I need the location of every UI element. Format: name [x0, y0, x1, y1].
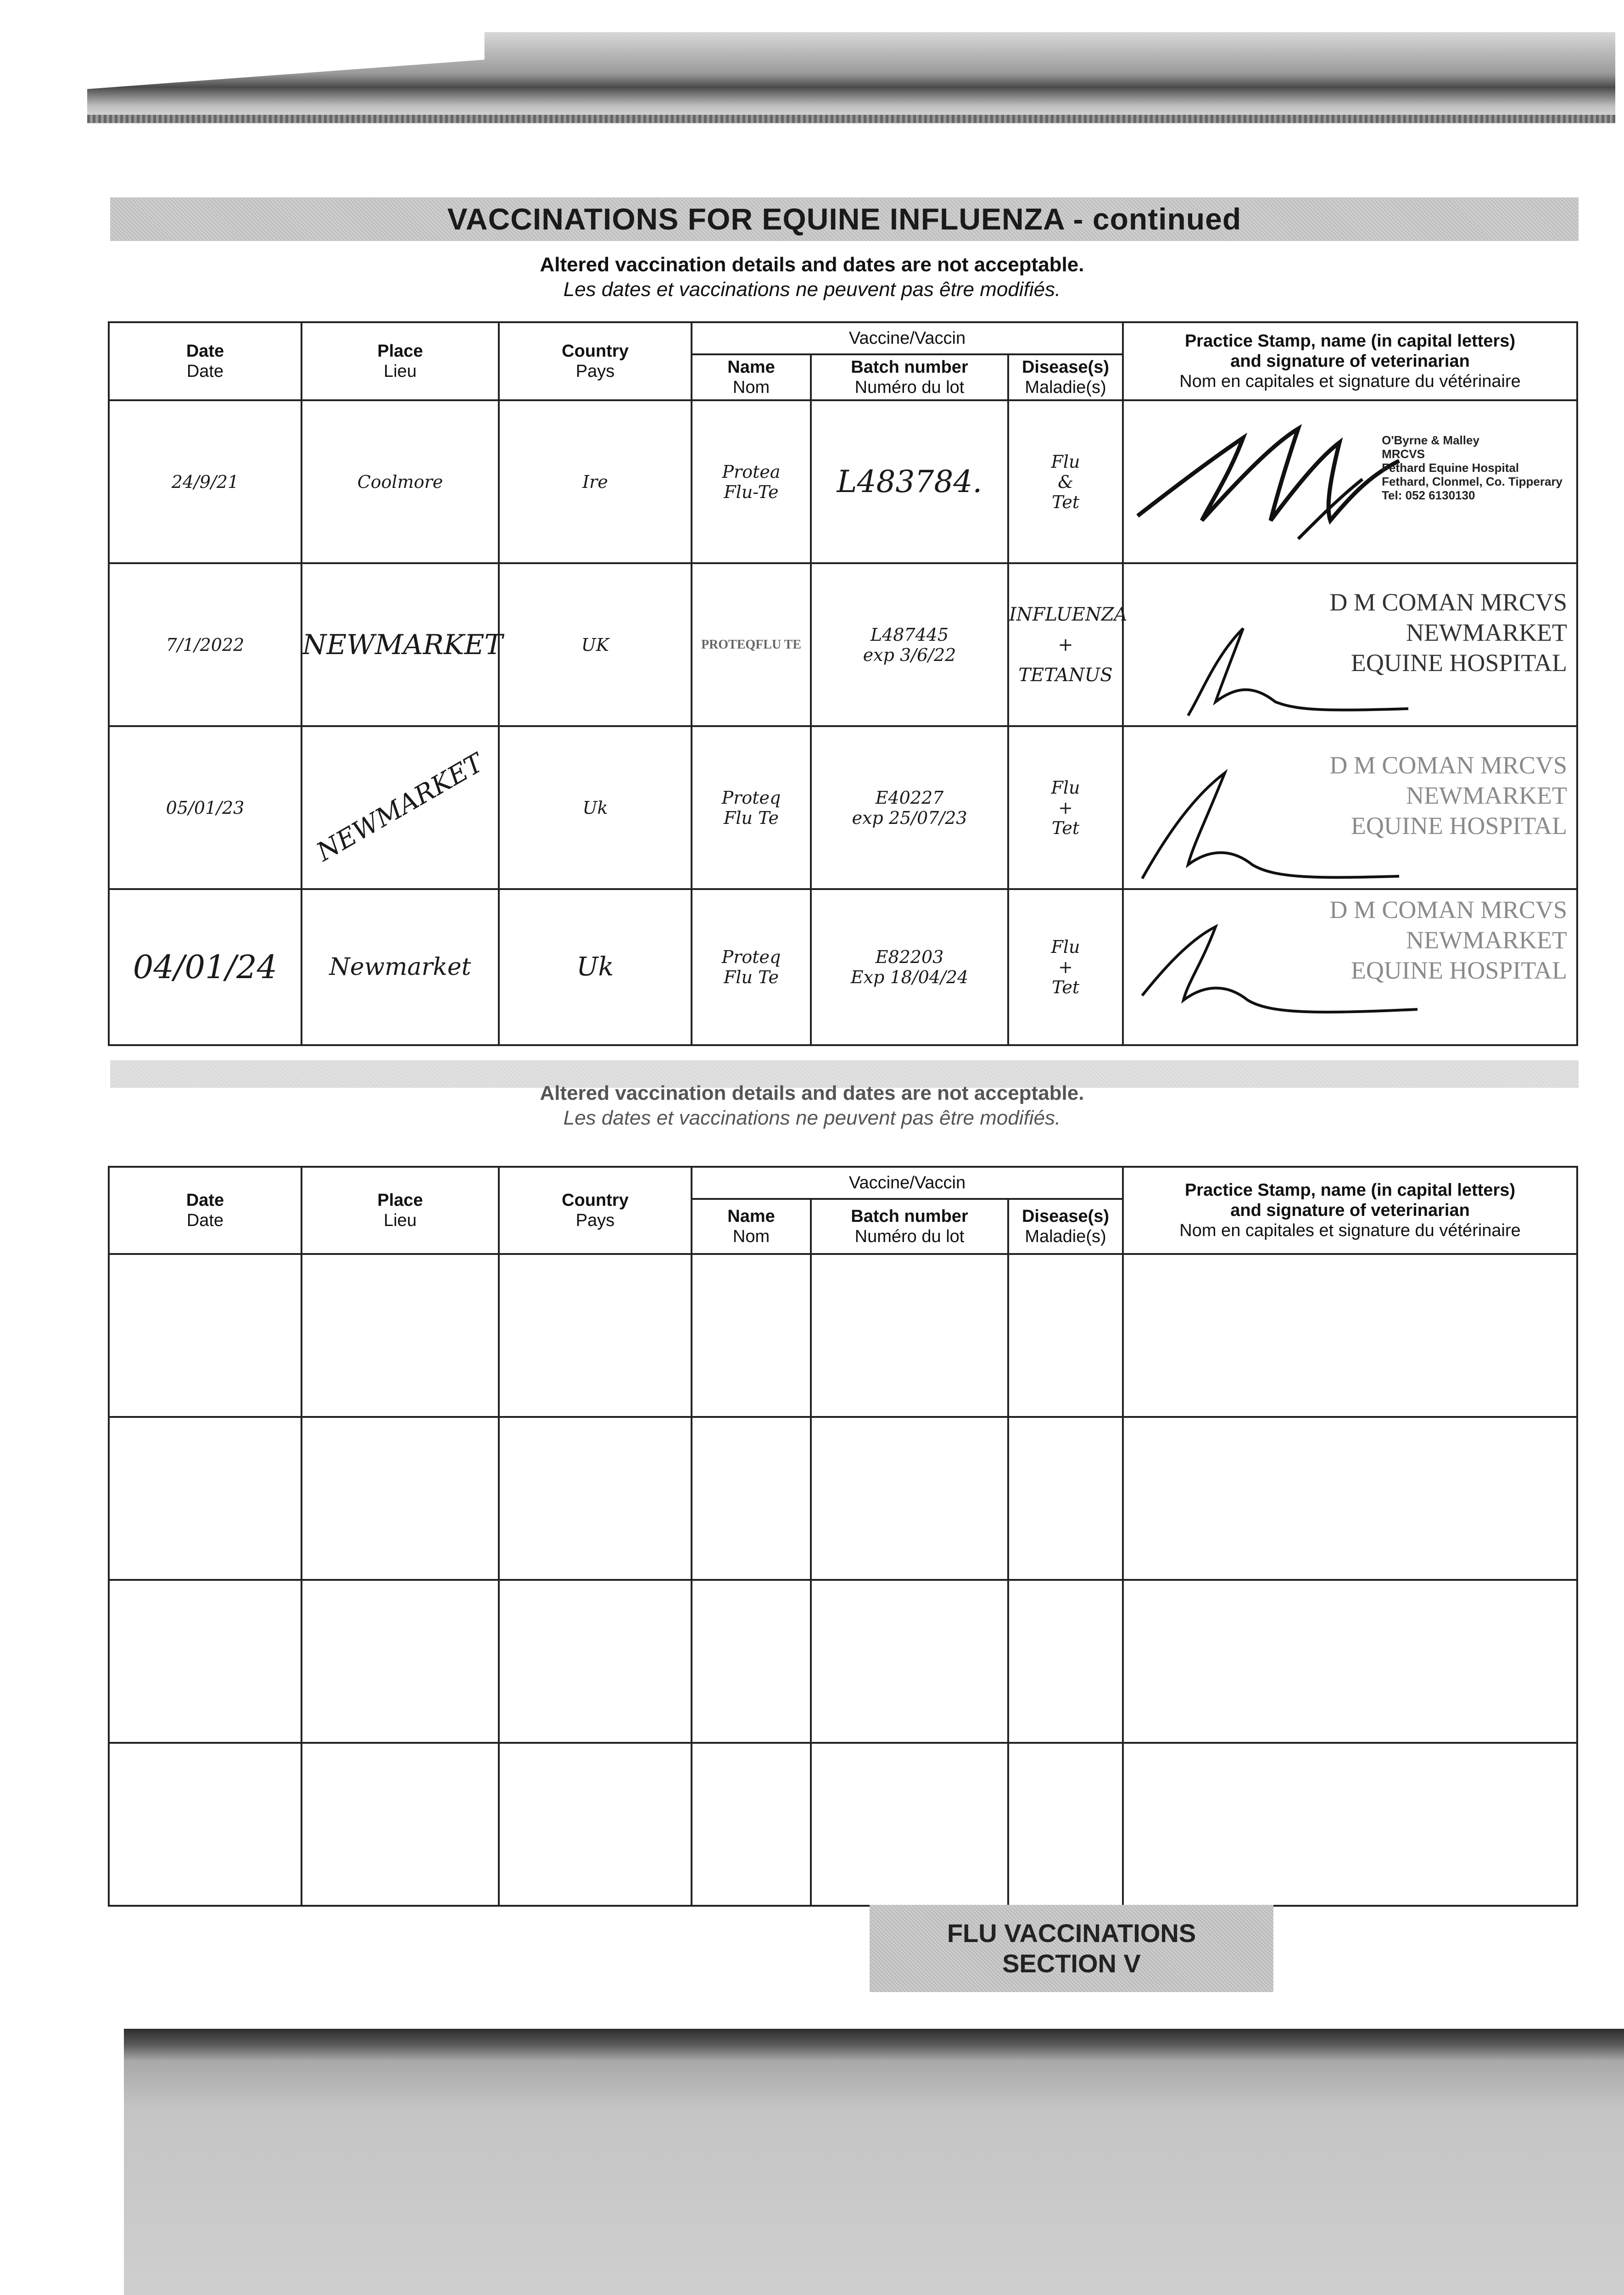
cell-place: NEWMARKET [301, 726, 499, 889]
cell-date: 7/1/2022 [109, 563, 301, 726]
header-country: Country Pays [499, 322, 692, 400]
header-place: Place Lieu [301, 1167, 499, 1254]
cell-disease: Flu + Tet [1008, 889, 1123, 1045]
scan-edge-top [87, 32, 1615, 124]
cell-batch: L487445 exp 3/6/22 [811, 563, 1008, 726]
empty-row [109, 1254, 1577, 1417]
section-title: VACCINATIONS FOR EQUINE INFLUENZA - continued [447, 202, 1242, 236]
notice-fr: Les dates et vaccinations ne peuvent pas être modifiés. [563, 1107, 1061, 1129]
empty-row [109, 1417, 1577, 1580]
cell-vaccine-name: Proteq Flu Te [692, 889, 811, 1045]
cell-date: 04/01/24 [109, 889, 301, 1045]
table-row [109, 563, 1577, 726]
practice-stamp-small: O'Byrne & Malley MRCVS Fethard Equine Hospital Fethard, Clonmel, Co. Tipperary Tel: 052 6130130 [1382, 433, 1563, 502]
empty-row [109, 1743, 1577, 1906]
cell-vaccine-name: Protea Flu-Te [692, 400, 811, 563]
cell-vaccine-name: Proteq Flu Te [692, 726, 811, 889]
section-label-line-2: SECTION V [1002, 1949, 1141, 1978]
cell-disease: Flu + Tet [1008, 726, 1123, 889]
practice-stamp: D M COMAN MRCVS NEWMARKET EQUINE HOSPITAL [1329, 751, 1568, 840]
vaccination-table-filled [108, 321, 1578, 1046]
header-name: Name Nom [692, 1199, 811, 1254]
cell-country: UK [499, 563, 692, 726]
header-vaccine: Vaccine/Vaccin [692, 322, 1123, 354]
header-disease: Disease(s) Maladie(s) [1008, 354, 1123, 400]
cell-stamp-signature [1123, 563, 1577, 726]
section-label-box [870, 1905, 1273, 1992]
cell-vaccine-name: PROTEQFLU TE [692, 563, 811, 726]
header-row [109, 322, 1577, 354]
header-row [109, 1167, 1577, 1199]
notice-top [0, 252, 1624, 302]
practice-stamp: D M COMAN MRCVS NEWMARKET EQUINE HOSPITAL [1329, 588, 1568, 677]
cell-stamp-signature [1123, 726, 1577, 889]
cell-stamp-signature [1123, 889, 1577, 1045]
header-batch: Batch number Numéro du lot [811, 1199, 1008, 1254]
header-vaccine: Vaccine/Vaccin [692, 1167, 1123, 1199]
section-label-line-1: FLU VACCINATIONS [947, 1919, 1196, 1948]
notice-en: Altered vaccination details and dates are not acceptable. [540, 253, 1084, 276]
table-row [109, 889, 1577, 1045]
notice-second [0, 1081, 1624, 1131]
notice-fr: Les dates et vaccinations ne peuvent pas être modifiés. [563, 278, 1061, 301]
cell-place: Coolmore [301, 400, 499, 563]
scan-edge-bottom [124, 2029, 1624, 2295]
cell-batch: E40227 exp 25/07/23 [811, 726, 1008, 889]
cell-batch: L483784. [811, 400, 1008, 563]
vaccination-table-empty [108, 1166, 1578, 1907]
cell-place: Newmarket [301, 889, 499, 1045]
cell-stamp-signature [1123, 400, 1577, 563]
cell-disease: Flu & Tet [1008, 400, 1123, 563]
cell-country: Uk [499, 889, 692, 1045]
table-row [109, 726, 1577, 889]
header-name: Name Nom [692, 354, 811, 400]
header-batch: Batch number Numéro du lot [811, 354, 1008, 400]
header-place: Place Lieu [301, 322, 499, 400]
cell-date: 24/9/21 [109, 400, 301, 563]
empty-row [109, 1580, 1577, 1743]
scan-edge-top-line [87, 115, 1615, 123]
cell-place: NEWMARKET [301, 563, 499, 726]
header-date: Date Date [109, 322, 301, 400]
header-stamp: Practice Stamp, name (in capital letters) and signature of veterinarian Nom en capitales et signature du vétérinaire [1123, 322, 1577, 400]
cell-country: Ire [499, 400, 692, 563]
notice-en: Altered vaccination details and dates are not acceptable. [540, 1082, 1084, 1104]
practice-stamp: D M COMAN MRCVS NEWMARKET EQUINE HOSPITAL [1329, 896, 1568, 984]
header-date: Date Date [109, 1167, 301, 1254]
header-stamp: Practice Stamp, name (in capital letters) and signature of veterinarian Nom en capitales et signature du vétérinaire [1123, 1167, 1577, 1254]
cell-date: 05/01/23 [109, 726, 301, 889]
cell-disease: INFLUENZA + TETANUS [1008, 563, 1123, 726]
table-row [109, 400, 1577, 563]
cell-batch: E82203 Exp 18/04/24 [811, 889, 1008, 1045]
header-disease: Disease(s) Maladie(s) [1008, 1199, 1123, 1254]
cell-country: Uk [499, 726, 692, 889]
header-country: Country Pays [499, 1167, 692, 1254]
section-title-bar [110, 197, 1579, 241]
